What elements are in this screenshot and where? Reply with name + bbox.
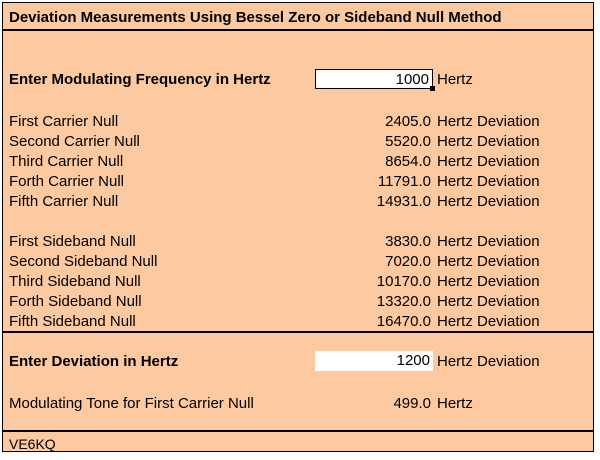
sideband-null-value: 16470.0 [376,313,431,330]
carrier-null-unit: Hertz Deviation [437,133,540,150]
carrier-null-label: Forth Carrier Null [9,173,125,190]
sheet-title: Deviation Measurements Using Bessel Zero or Sideband Null Method [9,9,502,26]
fill-handle[interactable] [430,86,435,91]
title-divider [3,29,593,31]
deviation-input[interactable] [315,351,433,371]
sideband-null-value: 13320.0 [376,293,431,310]
carrier-null-unit: Hertz Deviation [437,113,540,130]
carrier-null-unit: Hertz Deviation [437,193,540,210]
calculator-sheet [2,2,594,452]
sideband-null-unit: Hertz Deviation [437,233,540,250]
modulating-frequency-input[interactable] [315,69,433,89]
modulating-frequency-value: 1000 [395,71,429,88]
carrier-null-unit: Hertz Deviation [437,153,540,170]
deviation-unit: Hertz Deviation [437,353,540,370]
carrier-null-label: Third Carrier Null [9,153,124,170]
sideband-null-unit: Hertz Deviation [437,253,540,270]
carrier-null-value: 2405.0 [385,113,431,130]
author-callsign: VE6KQ [9,436,56,452]
sideband-null-value: 3830.0 [385,233,431,250]
modulating-tone-value: 499.0 [393,395,431,412]
footer-divider [3,430,593,432]
deviation-value: 1200 [396,352,430,369]
modulating-frequency-unit: Hertz [437,71,473,88]
section-divider [3,331,593,333]
sideband-null-label: Third Sideband Null [9,273,141,290]
carrier-null-value: 8654.0 [385,153,431,170]
carrier-null-label: First Carrier Null [9,113,119,130]
carrier-null-value: 14931.0 [376,193,431,210]
deviation-label: Enter Deviation in Hertz [9,353,179,370]
modulating-frequency-label: Enter Modulating Frequency in Hertz [9,71,271,88]
sideband-null-unit: Hertz Deviation [437,273,540,290]
sideband-null-label: Fifth Sideband Null [9,313,136,330]
sideband-null-unit: Hertz Deviation [437,313,540,330]
carrier-null-label: Fifth Carrier Null [9,193,119,210]
carrier-null-unit: Hertz Deviation [437,173,540,190]
sideband-null-value: 7020.0 [385,253,431,270]
sideband-null-label: First Sideband Null [9,233,136,250]
sideband-null-label: Forth Sideband Null [9,293,142,310]
sideband-null-value: 10170.0 [376,273,431,290]
sideband-null-unit: Hertz Deviation [437,293,540,310]
sideband-null-label: Second Sideband Null [9,253,158,270]
modulating-tone-label: Modulating Tone for First Carrier Null [9,395,254,412]
carrier-null-label: Second Carrier Null [9,133,140,150]
carrier-null-value: 5520.0 [385,133,431,150]
modulating-tone-unit: Hertz [437,395,473,412]
carrier-null-value: 11791.0 [377,173,431,190]
